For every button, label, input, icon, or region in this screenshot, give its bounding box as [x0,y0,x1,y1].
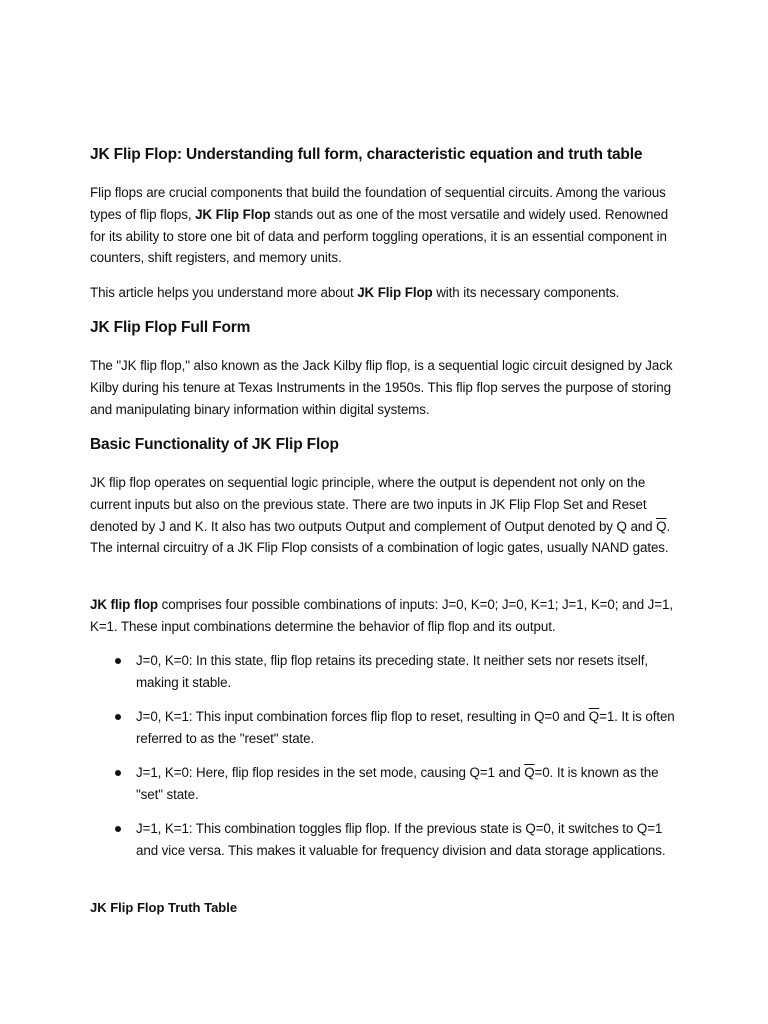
q-bar-symbol: $\overline{Q}$ [656,518,667,534]
truth-table-heading: JK Flip Flop Truth Table [90,900,238,915]
intro-paragraph [90,182,680,269]
q-bar-symbol: $\overline{Q}$ [524,765,535,780]
bullet-icon [115,658,121,664]
combinations-paragraph [90,594,680,638]
list-item-text [136,818,684,862]
bullet-icon [115,826,121,832]
basic-functionality-heading: Basic Functionality of JK Flip Flop [90,436,339,453]
purpose-bold-term: JK Flip Flop [357,285,433,300]
list-item-text [136,706,684,750]
page-title: JK Flip Flop: Understanding full form, characteristic equation and truth table [90,146,643,163]
purpose-text-2: with its necessary components. [432,285,620,300]
list-item-text-a: J=0, K=1: This input combination forces flip flop to reset, resulting in Q=0 and [136,709,589,724]
purpose-text-1: This article helps you understand more about [90,285,358,300]
full-form-heading: JK Flip Flop Full Form [90,319,251,336]
article-purpose-paragraph [90,282,680,304]
combinations-text: comprises four possible combinations of inputs: J=0, K=0; J=0, K=1; J=1, K=0; and J=1, K=1. These input combinations determine the behavior of flip flop and its output. [90,597,673,634]
list-item-text [136,762,684,806]
basic-functionality-paragraph [90,472,680,559]
combinations-bold-term: JK flip flop [90,597,158,612]
basic-text-1: JK flip flop operates on sequential logic principle, where the output is dependent not only on the current inputs but also on the previous state. There are two inputs in JK Flip Flop Set and Reset denoted by J and K. It also has two outputs Output and complement of Output denoted by Q and [90,475,657,534]
list-item-text [136,650,684,694]
bullet-icon [115,714,121,720]
list-item-text-a: J=1, K=1: This combination toggles flip flop. If the previous state is Q=0, it switches to Q=1 and vice versa. This makes it valuable for frequency division and data storage applications. [136,821,666,858]
list-item-text-a: J=0, K=0: In this state, flip flop retains its preceding state. It neither sets nor resets itself, making it stable. [136,653,648,690]
list-item-text-b: =1. It is often referred to as the "reset" state. [136,709,675,746]
intro-text-1: Flip flops are crucial components that build the foundation of sequential circuits. Among the various types of flip flops, [90,185,666,222]
basic-text-2: . The internal circuitry of a JK Flip Flop consists of a combination of logic gates, usually NAND gates. [90,518,671,556]
full-form-paragraph: The "JK flip flop," also known as the Jack Kilby flip flop, is a sequential logic circuit designed by Jack Kilby during his tenure at Texas Instruments in the 1950s. This flip flop serves the purpose of storing and manipulating binary information within digital systems. [90,358,673,417]
list-item-text-b: =0. It is known as the "set" state. [136,765,659,802]
bullet-icon [115,770,121,776]
intro-bold-term: JK Flip Flop [195,206,271,222]
intro-text-2: stands out as one of the most versatile and widely used. Renowned for its ability to store one bit of data and perform toggling operations, it is an essential component in counters, shift registers, and memory units. [90,206,669,266]
list-item-text-a: J=1, K=0: Here, flip flop resides in the set mode, causing Q=1 and [136,765,525,780]
q-bar-symbol: $\overline{Q}$ [588,709,600,724]
